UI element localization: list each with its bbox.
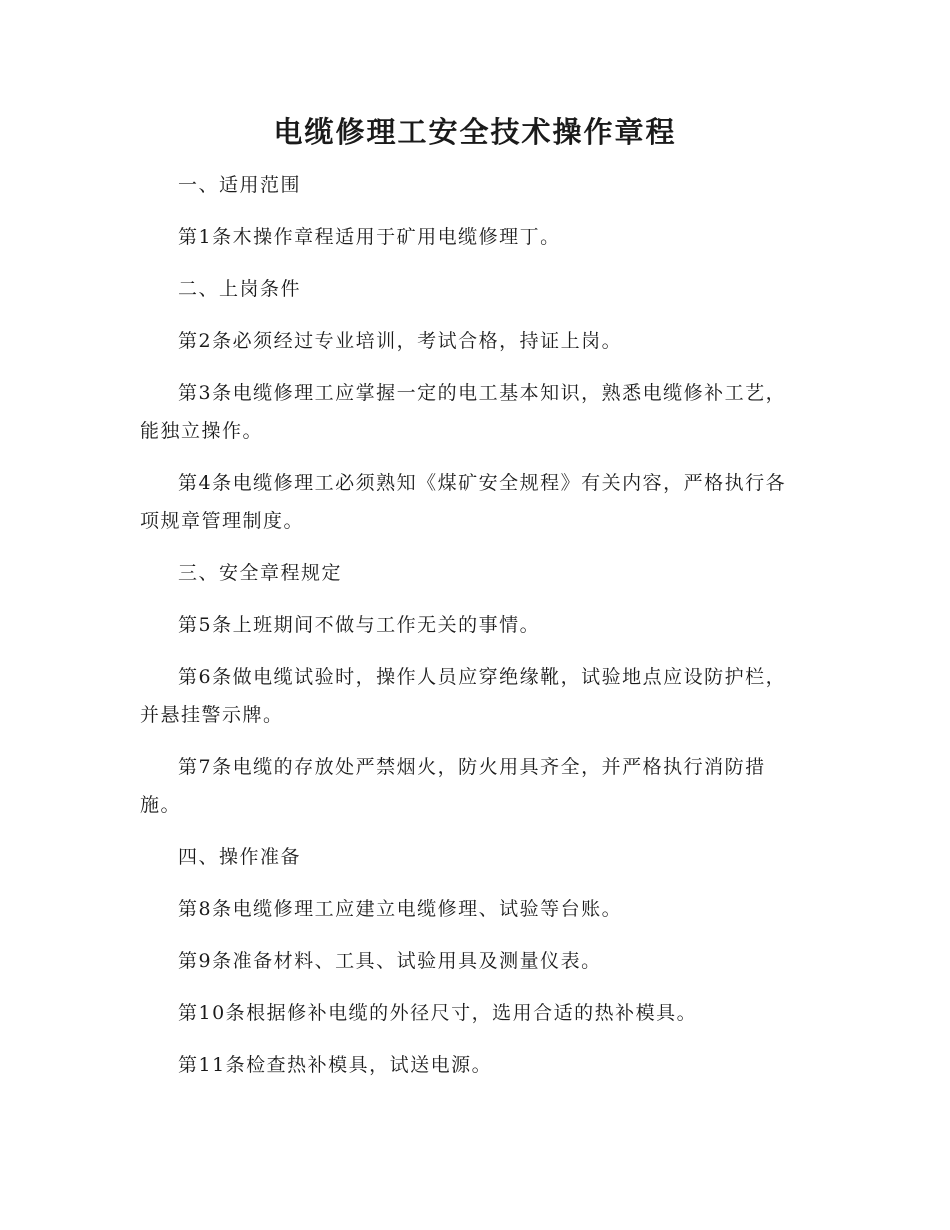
article-6: 第6条做电缆试验时，操作人员应穿绝缘靴，试验地点应设防护栏，并悬挂警示牌。	[140, 666, 787, 726]
document-body	[140, 166, 795, 1098]
article-1: 第1条木操作章程适用于矿用电缆修理丁。	[178, 226, 561, 248]
article-4: 第4条电缆修理工必须熟知《煤矿安全规程》有关内容，严格执行各项规章管理制度。	[140, 472, 787, 532]
section-heading-preparation: 四、操作准备	[178, 846, 302, 868]
article-9: 第9条准备材料、工具、试验用具及测量仪表。	[178, 950, 602, 972]
section-heading-safety-rules: 三、安全章程规定	[178, 562, 343, 584]
article-3: 第3条电缆修理工应掌握一定的电工基本知识，熟悉电缆修补工艺，能独立操作。	[140, 382, 787, 442]
article-11: 第11条检查热补模具，试送电源。	[178, 1054, 493, 1076]
section-heading-scope: 一、适用范围	[178, 174, 302, 196]
article-5: 第5条上班期间不做与工作无关的事情。	[178, 614, 541, 636]
section-heading-qualifications: 二、上岗条件	[178, 278, 302, 300]
document-title: 电缆修理工安全技术操作章程	[273, 115, 677, 149]
article-2: 第2条必须经过专业培训，考试合格，持证上岗。	[178, 330, 623, 352]
article-10: 第10条根据修补电缆的外径尺寸，选用合适的热补模具。	[178, 1002, 698, 1024]
article-8: 第8条电缆修理工应建立电缆修理、试验等台账。	[178, 898, 623, 920]
article-7: 第7条电缆的存放处严禁烟火，防火用具齐全，并严格执行消防措施。	[140, 756, 766, 816]
